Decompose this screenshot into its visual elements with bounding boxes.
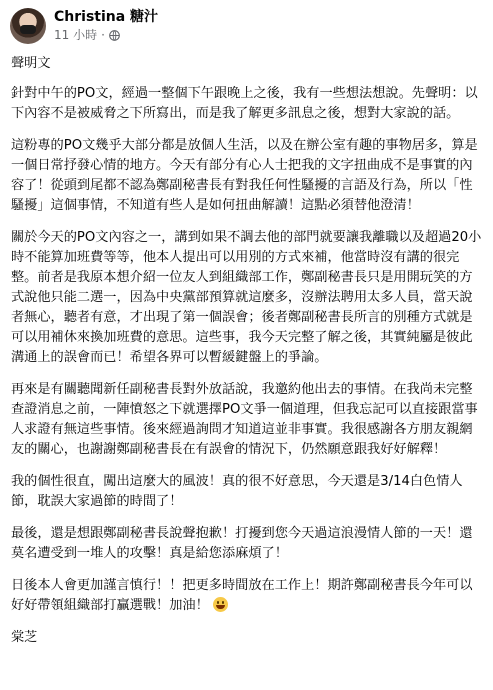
author-avatar[interactable] [10, 8, 46, 44]
post-header [10, 8, 158, 44]
post-paragraph-closing [11, 576, 483, 616]
post-paragraph: 我的個性很直，闖出這麼大的風波！真的很不好意思，今天還是3/14白色情人節，耽誤大家過節的時間了！ [11, 474, 463, 509]
post-paragraph: 這粉專的PO文幾乎大部分都是放個人生活，以及在辦公室有趣的事物居多，算是一個日常抒發心情的地方。今天有部分有心人士把我的文字扭曲成不是事實的內容了！從頭到尾都不認為鄭副秘書長有對我任何性騷擾的言語及行為，所以「性騷擾」這個事情，不知道有些人是如何扭曲解讀！這點必須替他澄清！ [11, 138, 478, 213]
author-name[interactable]: Christina 糖汁 [54, 9, 159, 25]
separator-dot: · [101, 28, 105, 42]
post-meta [54, 8, 158, 43]
post-signature: 棠芝 [11, 630, 38, 645]
post-paragraph-text: 日後本人會更加謹言慎行！！把更多時間放在工作上！期許鄭副秘書長今年可以好好帶領組織部打贏選戰！加油！ [11, 578, 473, 613]
grinning-face-emoji [213, 597, 228, 612]
post-timestamp[interactable]: 11 小時 [54, 28, 98, 42]
post-subline [54, 27, 158, 43]
globe-icon [109, 30, 120, 41]
post-paragraph-title: 聲明文 [11, 56, 51, 71]
post-body [11, 54, 483, 660]
post-paragraph: 針對中午的PO文，經過一整個下午跟晚上之後，我有一些想法想說。先聲明：以下內容不是被威脅之下所寫出，而是我了解更多訊息之後，想對大家說的話。 [11, 86, 478, 121]
post-paragraph: 最後，還是想跟鄭副秘書長說聲抱歉！打擾到您今天過這浪漫情人節的一天！還莫名遭受到一堆人的攻擊！真是給您添麻煩了！ [11, 526, 473, 561]
post-paragraph: 關於今天的PO文內容之一，講到如果不調去他的部門就要讓我離職以及超過20小時不能算加班費等等，他本人提出可以用別的方式來補，他當時沒有講的很完整。前者是我原本想介紹一位友人到組織部工作，鄭副秘書長只是用開玩笑的方式說他只能二選一，因為中央黨部預算就這麼多，沒辦法聘用太多人員，當天說者無心，聽者有意，才出現了第一個誤會；後者鄭副秘書長所言的別種方式就是可以用補休來換加班費的意思。這些事，我今天完整了解之後，其實純屬是彼此溝通上的誤會而已！希望各界可以暫緩鍵盤上的爭論。 [11, 230, 482, 365]
post-paragraph: 再來是有關聽聞新任副秘書長對外放話說，我邀約他出去的事情。在我尚未完整查證消息之前，一陣憤怒之下就選擇PO文爭一個道理，但我忘記可以直接跟當事人求證有無這些事情。後來經過詢問才知道這並非事實。我很感謝各方朋友親網友的關心，也謝謝鄭副秘書長在有誤會的情況下，仍然願意跟我好好解釋！ [11, 382, 478, 457]
